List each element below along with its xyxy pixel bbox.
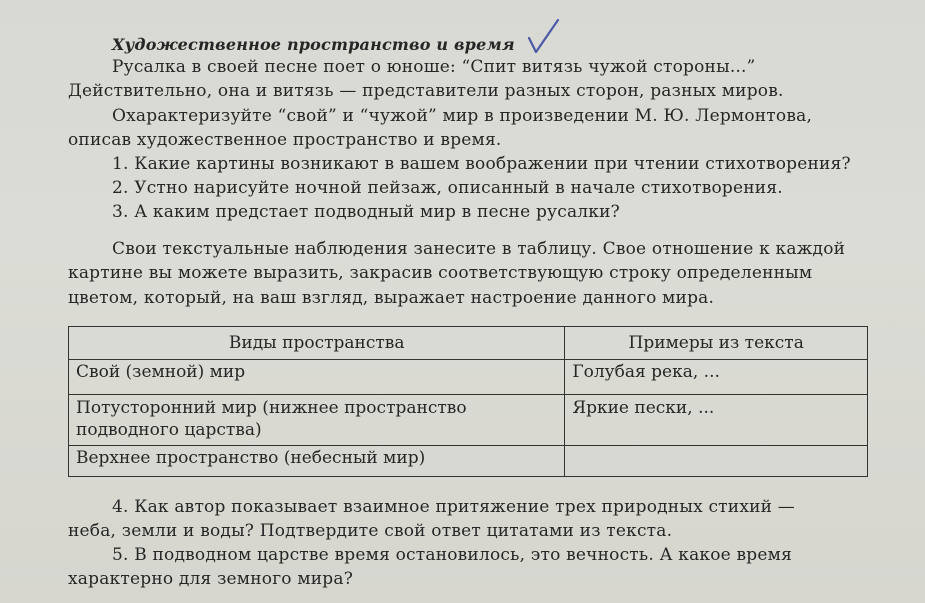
question-4-line-1: 4. Как автор показывает взаимное притяжение трех природных стихий — — [112, 497, 795, 517]
header-space-types: Виды пространства — [69, 327, 565, 360]
table-row — [69, 446, 868, 477]
intro-line-4: описав художественное пространство и время. — [68, 130, 502, 150]
spaces-table — [68, 326, 868, 477]
question-5-line-1: 5. В подводном царстве время остановилось, это вечность. А какое время — [112, 545, 792, 565]
header-examples: Примеры из текста — [565, 327, 868, 360]
section-heading: Художественное пространство и время — [112, 35, 515, 54]
instruction-line-2: картине вы можете выразить, закрасив соответствующую строку определенным — [68, 263, 813, 283]
cell-space-type — [69, 395, 565, 446]
cell-space-type: Верхнее пространство (небесный мир) — [69, 446, 565, 477]
question-4-line-2: неба, земли и воды? Подтвердите свой ответ цитатами из текста. — [68, 521, 673, 541]
cell-example: Яркие пески, ... — [565, 395, 868, 446]
intro-line-2: Действительно, она и витязь — представители разных сторон, разных миров. — [68, 81, 784, 101]
cell-line: Потусторонний мир (нижнее пространство — [76, 398, 467, 418]
cell-example — [565, 446, 868, 477]
question-5-line-2: характерно для земного мира? — [68, 569, 354, 589]
intro-line-3: Охарактеризуйте “свой” и “чужой” мир в произведении М. Ю. Лермонтова, — [112, 106, 813, 126]
cell-line: подводного царства) — [76, 420, 262, 440]
table-row — [69, 360, 868, 395]
instruction-line-3: цветом, который, на ваш взгляд, выражает настроение данного мира. — [68, 288, 715, 308]
cell-space-type: Свой (земной) мир — [69, 360, 565, 395]
table-row — [69, 395, 868, 446]
check-mark-icon — [527, 18, 561, 56]
cell-example: Голубая река, ... — [565, 360, 868, 395]
intro-line-1: Русалка в своей песне поет о юноше: “Спит витязь чужой стороны...” — [112, 57, 756, 77]
table-header-row — [69, 327, 868, 360]
question-1: 1. Какие картины возникают в вашем воображении при чтении стихотворения? — [112, 154, 851, 174]
question-2: 2. Устно нарисуйте ночной пейзаж, описанный в начале стихотворения. — [112, 178, 783, 198]
question-3: 3. А каким предстает подводный мир в песне русалки? — [112, 202, 620, 222]
instruction-line-1: Свои текстуальные наблюдения занесите в таблицу. Свое отношение к каждой — [112, 239, 846, 259]
